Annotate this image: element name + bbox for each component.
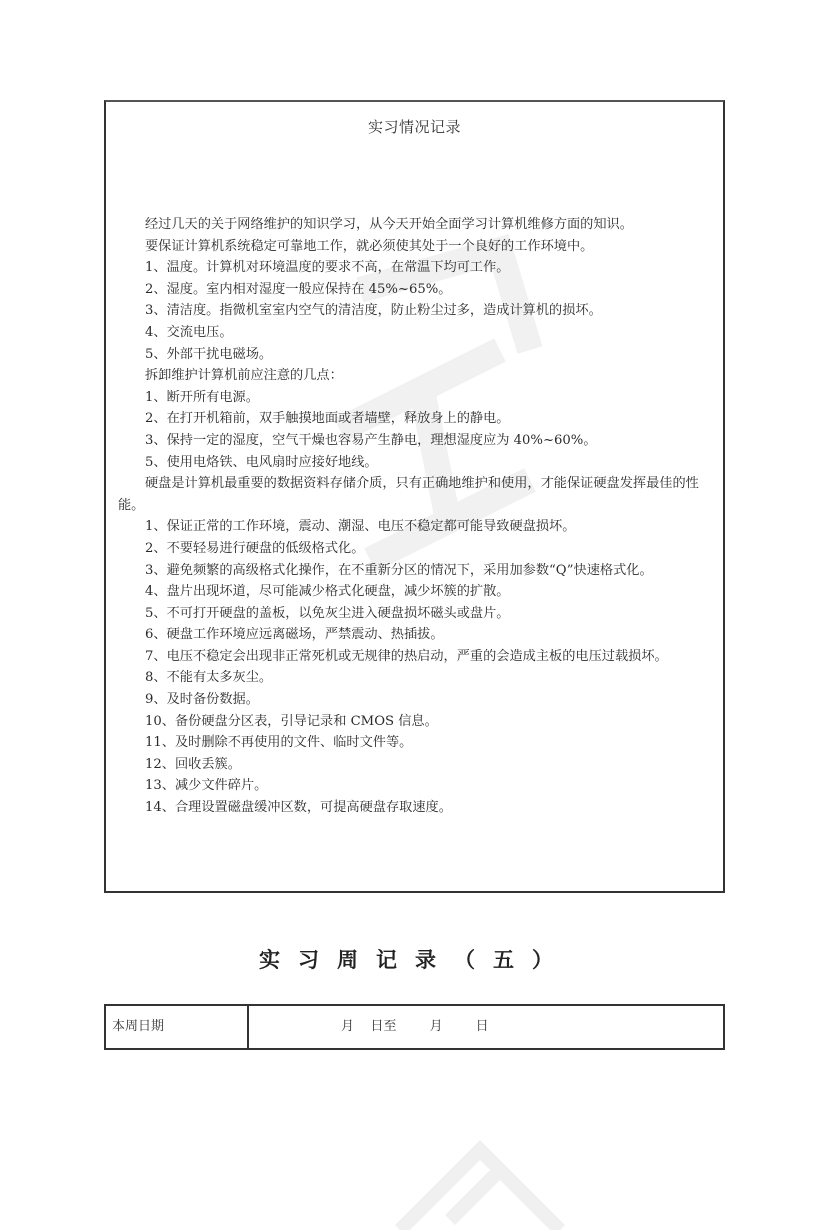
record-box-title: 实习情况记录 [367, 118, 461, 136]
record-line: 5、外部干扰电磁场。 [145, 346, 273, 362]
record-line: 要保证计算机系统稳定可靠地工作，就必须使其处于一个良好的工作环境中。 [145, 238, 594, 254]
record-line: 2、不要轻易进行硬盘的低级格式化。 [145, 540, 365, 556]
watermark-logo-icon [380, 1110, 580, 1230]
record-line: 9、及时备份数据。 [145, 692, 259, 708]
record-line: 13、减少文件碎片。 [145, 778, 268, 794]
record-line: 5、不可打开硬盘的盖板，以免灰尘进入硬盘损坏磁头或盘片。 [145, 605, 510, 621]
record-line: 3、清洁度。指微机室室内空气的清洁度，防止粉尘过多，造成计算机的损坏。 [145, 303, 602, 319]
record-line: 2、湿度。室内相对湿度一般应保持在 45%~65%。 [145, 281, 452, 297]
record-line: 6、硬盘工作环境应远离磁场，严禁震动、热插拔。 [145, 627, 444, 643]
record-line: 4、盘片出现坏道，尽可能减少格式化硬盘，减少坏簇的扩散。 [145, 584, 510, 600]
record-content [118, 214, 715, 819]
record-line: 11、及时删除不再使用的文件、临时文件等。 [145, 735, 413, 751]
week-date-value[interactable]: 月 日至 月 日 [341, 1019, 489, 1034]
record-line: 经过几天的关于网络维护的知识学习，从今天开始全面学习计算机维修方面的知识。 [145, 217, 633, 232]
record-line: 1、断开所有电源。 [145, 389, 259, 405]
record-line: 2、在打开机箱前，双手触摸地面或者墙壁，释放身上的静电。 [145, 411, 510, 427]
record-line: 1、温度。计算机对环境温度的要求不高，在常温下均可工作。 [145, 260, 510, 276]
record-line: 4、交流电压。 [145, 324, 233, 340]
week-record-title: 实习周记录（五） [259, 948, 571, 972]
record-line: 拆卸维护计算机前应注意的几点： [145, 368, 343, 384]
week-date-label: 本周日期 [106, 1006, 249, 1048]
week-date-table [104, 1004, 725, 1050]
record-line: 3、避免频繁的高级格式化操作，在不重新分区的情况下，采用加参数“Q”快速格式化。 [145, 562, 653, 578]
record-line: 14、合理设置磁盘缓冲区数，可提高硬盘存取速度。 [145, 800, 452, 816]
record-line: 5、使用电烙铁、电风扇时应接好地线。 [145, 454, 378, 470]
record-line: 1、保证正常的工作环境，震动、潮湿、电压不稳定都可能导致硬盘损坏。 [145, 519, 576, 535]
record-line: 10、备份硬盘分区表，引导记录和 CMOS 信息。 [145, 713, 438, 729]
record-line: 12、回收丢簇。 [145, 756, 241, 772]
record-line: 8、不能有太多灰尘。 [145, 670, 273, 686]
internship-record-box [104, 100, 725, 893]
record-line: 3、保持一定的湿度，空气干燥也容易产生静电，理想湿度应为 40%~60%。 [145, 432, 597, 448]
record-line: 7、电压不稳定会出现非正常死机或无规律的热启动，严重的会造成主板的电压过载损坏。 [145, 648, 668, 664]
record-paragraph: 硬盘是计算机最重要的数据资料存储介质，只有正确地维护和使用，才能保证硬盘发挥最佳的性能。 [118, 476, 699, 513]
